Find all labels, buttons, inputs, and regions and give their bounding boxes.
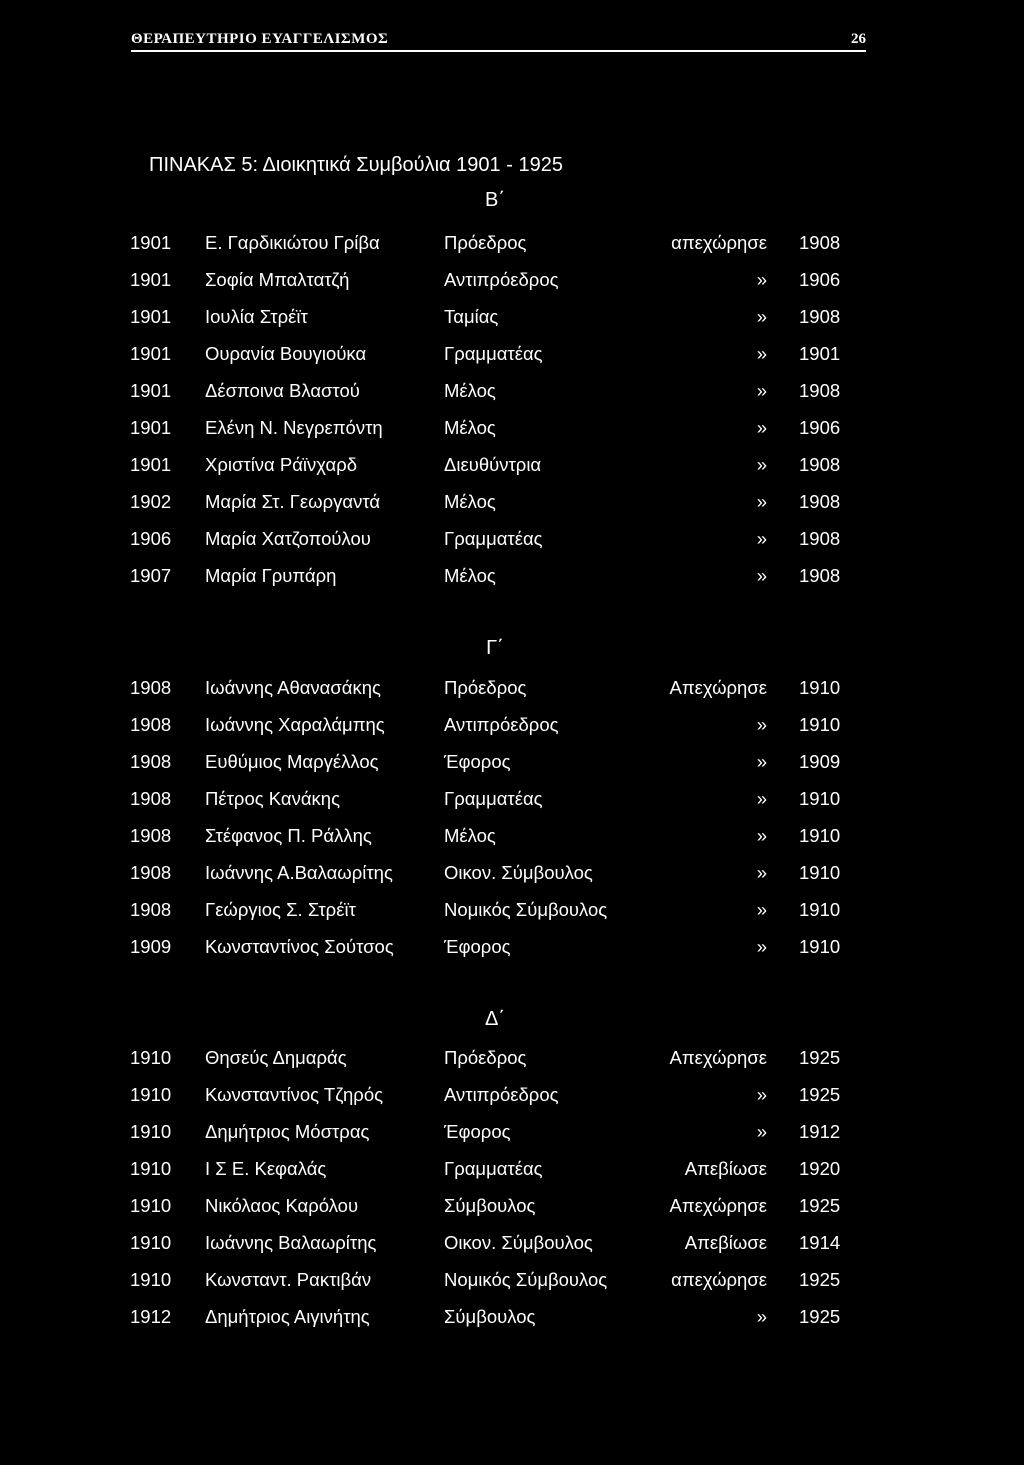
year-cell: 1910 [130,1269,172,1290]
status-cell: Απεχώρησε [669,1047,767,1068]
status-cell: Απεχώρησε [669,677,767,698]
status-cell: » [756,306,767,327]
name-cell: Δέσποινα Βλαστού [205,380,360,401]
end-year-cell: 1909 [799,751,841,772]
status-cell: απεχώρησε [671,232,767,253]
year-cell: 1908 [130,862,172,883]
table-row [0,824,1024,861]
year-cell: 1901 [130,343,172,364]
table-row [0,750,1024,787]
end-year-cell: 1906 [799,417,841,438]
end-year-cell: 1925 [799,1269,841,1290]
end-year-cell: 1908 [799,232,841,253]
year-cell: 1912 [130,1306,172,1327]
name-cell: Χριστίνα Ράϊνχαρδ [205,454,358,475]
table-row [0,1305,1024,1342]
end-year-cell: 1908 [799,491,841,512]
table-row [0,231,1024,268]
end-year-cell: 1901 [799,343,841,364]
table-row [0,1157,1024,1194]
role-cell: Έφορος [444,1121,511,1142]
section-label-b: Β΄ [485,189,505,211]
name-cell: Ουρανία Βουγιούκα [205,343,367,364]
year-cell: 1908 [130,751,172,772]
status-cell: » [756,899,767,920]
status-cell: » [756,528,767,549]
section-d-rows [0,1046,1024,1342]
role-cell: Έφορος [444,751,511,772]
name-cell: Νικόλαος Καρόλου [205,1195,359,1216]
table-row [0,490,1024,527]
end-year-cell: 1910 [799,899,841,920]
year-cell: 1907 [130,565,172,586]
year-cell: 1908 [130,714,172,735]
name-cell: Δημήτριος Μόστρας [205,1121,370,1142]
role-cell: Σύμβουλος [444,1195,536,1216]
name-cell: Ιωάννης Αθανασάκης [205,677,381,698]
name-cell: Ελένη Ν. Νεγρεπόντη [205,417,383,438]
end-year-cell: 1910 [799,862,841,883]
section-g-rows [0,676,1024,972]
role-cell: Πρόεδρος [444,232,527,253]
year-cell: 1906 [130,528,172,549]
header-title: ΘΕΡΑΠΕΥΤΗΡΙΟ ΕΥΑΓΓΕΛΙΣΜΟΣ [131,31,389,47]
status-cell: Απεβίωσε [684,1158,767,1179]
name-cell: Πέτρος Κανάκης [205,788,340,809]
year-cell: 1901 [130,454,172,475]
name-cell: Ιωάννης Α.Βαλαωρίτης [205,862,393,883]
year-cell: 1910 [130,1084,172,1105]
end-year-cell: 1912 [799,1121,841,1142]
end-year-cell: 1925 [799,1084,841,1105]
role-cell: Γραμματέας [444,343,543,364]
page-header [131,30,866,52]
role-cell: Αντιπρόεδρος [444,714,559,735]
role-cell: Μέλος [444,491,496,512]
role-cell: Αντιπρόεδρος [444,1084,559,1105]
year-cell: 1908 [130,825,172,846]
name-cell: Μαρία Στ. Γεωργαντά [205,491,381,512]
role-cell: Αντιπρόεδρος [444,269,559,290]
end-year-cell: 1925 [799,1047,841,1068]
status-cell: Απεχώρησε [669,1195,767,1216]
name-cell: Κωνσταντίνος Τζηρός [205,1084,384,1105]
year-cell: 1901 [130,306,172,327]
table-row [0,1194,1024,1231]
name-cell: Δημήτριος Αιγινήτης [205,1306,370,1327]
table-row [0,861,1024,898]
name-cell: Ε. Γαρδικιώτου Γρίβα [205,232,380,253]
table-row [0,527,1024,564]
page-number: 26 [851,31,866,47]
role-cell: Γραμματέας [444,788,543,809]
name-cell: Γεώργιος Σ. Στρέϊτ [205,899,356,920]
table-row [0,676,1024,713]
name-cell: Κωνσταντίνος Σούτσος [205,936,394,957]
status-cell: » [756,714,767,735]
end-year-cell: 1910 [799,825,841,846]
status-cell: » [756,1121,767,1142]
year-cell: 1909 [130,936,172,957]
role-cell: Ταμίας [444,306,499,327]
end-year-cell: 1908 [799,380,841,401]
table-row [0,268,1024,305]
role-cell: Νομικός Σύμβουλος [444,899,608,920]
role-cell: Πρόεδρος [444,677,527,698]
year-cell: 1901 [130,269,172,290]
status-cell: » [756,454,767,475]
role-cell: Μέλος [444,825,496,846]
name-cell: Σοφία Μπαλτατζή [205,269,350,290]
name-cell: Στέφανος Π. Ράλλης [205,825,372,846]
end-year-cell: 1908 [799,306,841,327]
year-cell: 1910 [130,1121,172,1142]
status-cell: » [756,380,767,401]
year-cell: 1910 [130,1158,172,1179]
status-cell: απεχώρησε [671,1269,767,1290]
status-cell: » [756,751,767,772]
table-row [0,1268,1024,1305]
year-cell: 1901 [130,232,172,253]
table-row [0,935,1024,972]
status-cell: » [756,269,767,290]
role-cell: Μέλος [444,417,496,438]
end-year-cell: 1914 [799,1232,841,1253]
name-cell: Ιωάννης Χαραλάμπης [205,714,385,735]
status-cell: » [756,862,767,883]
status-cell: » [756,1306,767,1327]
year-cell: 1908 [130,788,172,809]
table-row [0,453,1024,490]
table-row [0,379,1024,416]
year-cell: 1901 [130,417,172,438]
table-row [0,305,1024,342]
name-cell: Ιωάννης Βαλαωρίτης [205,1232,377,1253]
name-cell: Θησεύς Δημαράς [205,1047,347,1068]
status-cell: » [756,565,767,586]
end-year-cell: 1910 [799,788,841,809]
section-label-d: Δ΄ [484,1008,506,1030]
status-cell: » [756,788,767,809]
status-cell: » [756,825,767,846]
role-cell: Οικον. Σύμβουλος [444,1232,593,1253]
table-row [0,564,1024,601]
status-cell: Απεβίωσε [684,1232,767,1253]
year-cell: 1910 [130,1195,172,1216]
end-year-cell: 1920 [799,1158,841,1179]
table-row [0,416,1024,453]
name-cell: Ι Σ Ε. Κεφαλάς [205,1158,327,1179]
role-cell: Πρόεδρος [444,1047,527,1068]
table-row [0,1120,1024,1157]
role-cell: Έφορος [444,936,511,957]
end-year-cell: 1906 [799,269,841,290]
year-cell: 1908 [130,677,172,698]
year-cell: 1901 [130,380,172,401]
table-row [0,1083,1024,1120]
year-cell: 1908 [130,899,172,920]
year-cell: 1902 [130,491,172,512]
name-cell: Ευθύμιος Μαργέλλος [205,751,379,772]
table-row [0,787,1024,824]
table-title: ΠΙΝΑΚΑΣ 5: Διοικητικά Συμβούλια 1901 - 1925 [149,154,563,176]
section-b-rows [0,231,1024,601]
role-cell: Νομικός Σύμβουλος [444,1269,608,1290]
end-year-cell: 1908 [799,528,841,549]
end-year-cell: 1910 [799,714,841,735]
name-cell: Μαρία Γρυπάρη [205,565,337,586]
role-cell: Γραμματέας [444,528,543,549]
status-cell: » [756,936,767,957]
table-row [0,1046,1024,1083]
table-row [0,898,1024,935]
name-cell: Κωνσταντ. Ρακτιβάν [205,1269,372,1290]
section-label-g: Γ΄ [486,637,504,659]
role-cell: Σύμβουλος [444,1306,536,1327]
role-cell: Γραμματέας [444,1158,543,1179]
year-cell: 1910 [130,1047,172,1068]
role-cell: Οικον. Σύμβουλος [444,862,593,883]
name-cell: Μαρία Χατζοπούλου [205,528,371,549]
year-cell: 1910 [130,1232,172,1253]
table-row [0,1231,1024,1268]
end-year-cell: 1925 [799,1306,841,1327]
status-cell: » [756,417,767,438]
role-cell: Μέλος [444,565,496,586]
name-cell: Ιουλία Στρέϊτ [205,306,308,327]
table-row [0,713,1024,750]
table-row [0,342,1024,379]
end-year-cell: 1910 [799,936,841,957]
role-cell: Μέλος [444,380,496,401]
status-cell: » [756,491,767,512]
end-year-cell: 1908 [799,565,841,586]
status-cell: » [756,343,767,364]
role-cell: Διευθύντρια [444,454,542,475]
end-year-cell: 1925 [799,1195,841,1216]
status-cell: » [756,1084,767,1105]
end-year-cell: 1908 [799,454,841,475]
end-year-cell: 1910 [799,677,841,698]
